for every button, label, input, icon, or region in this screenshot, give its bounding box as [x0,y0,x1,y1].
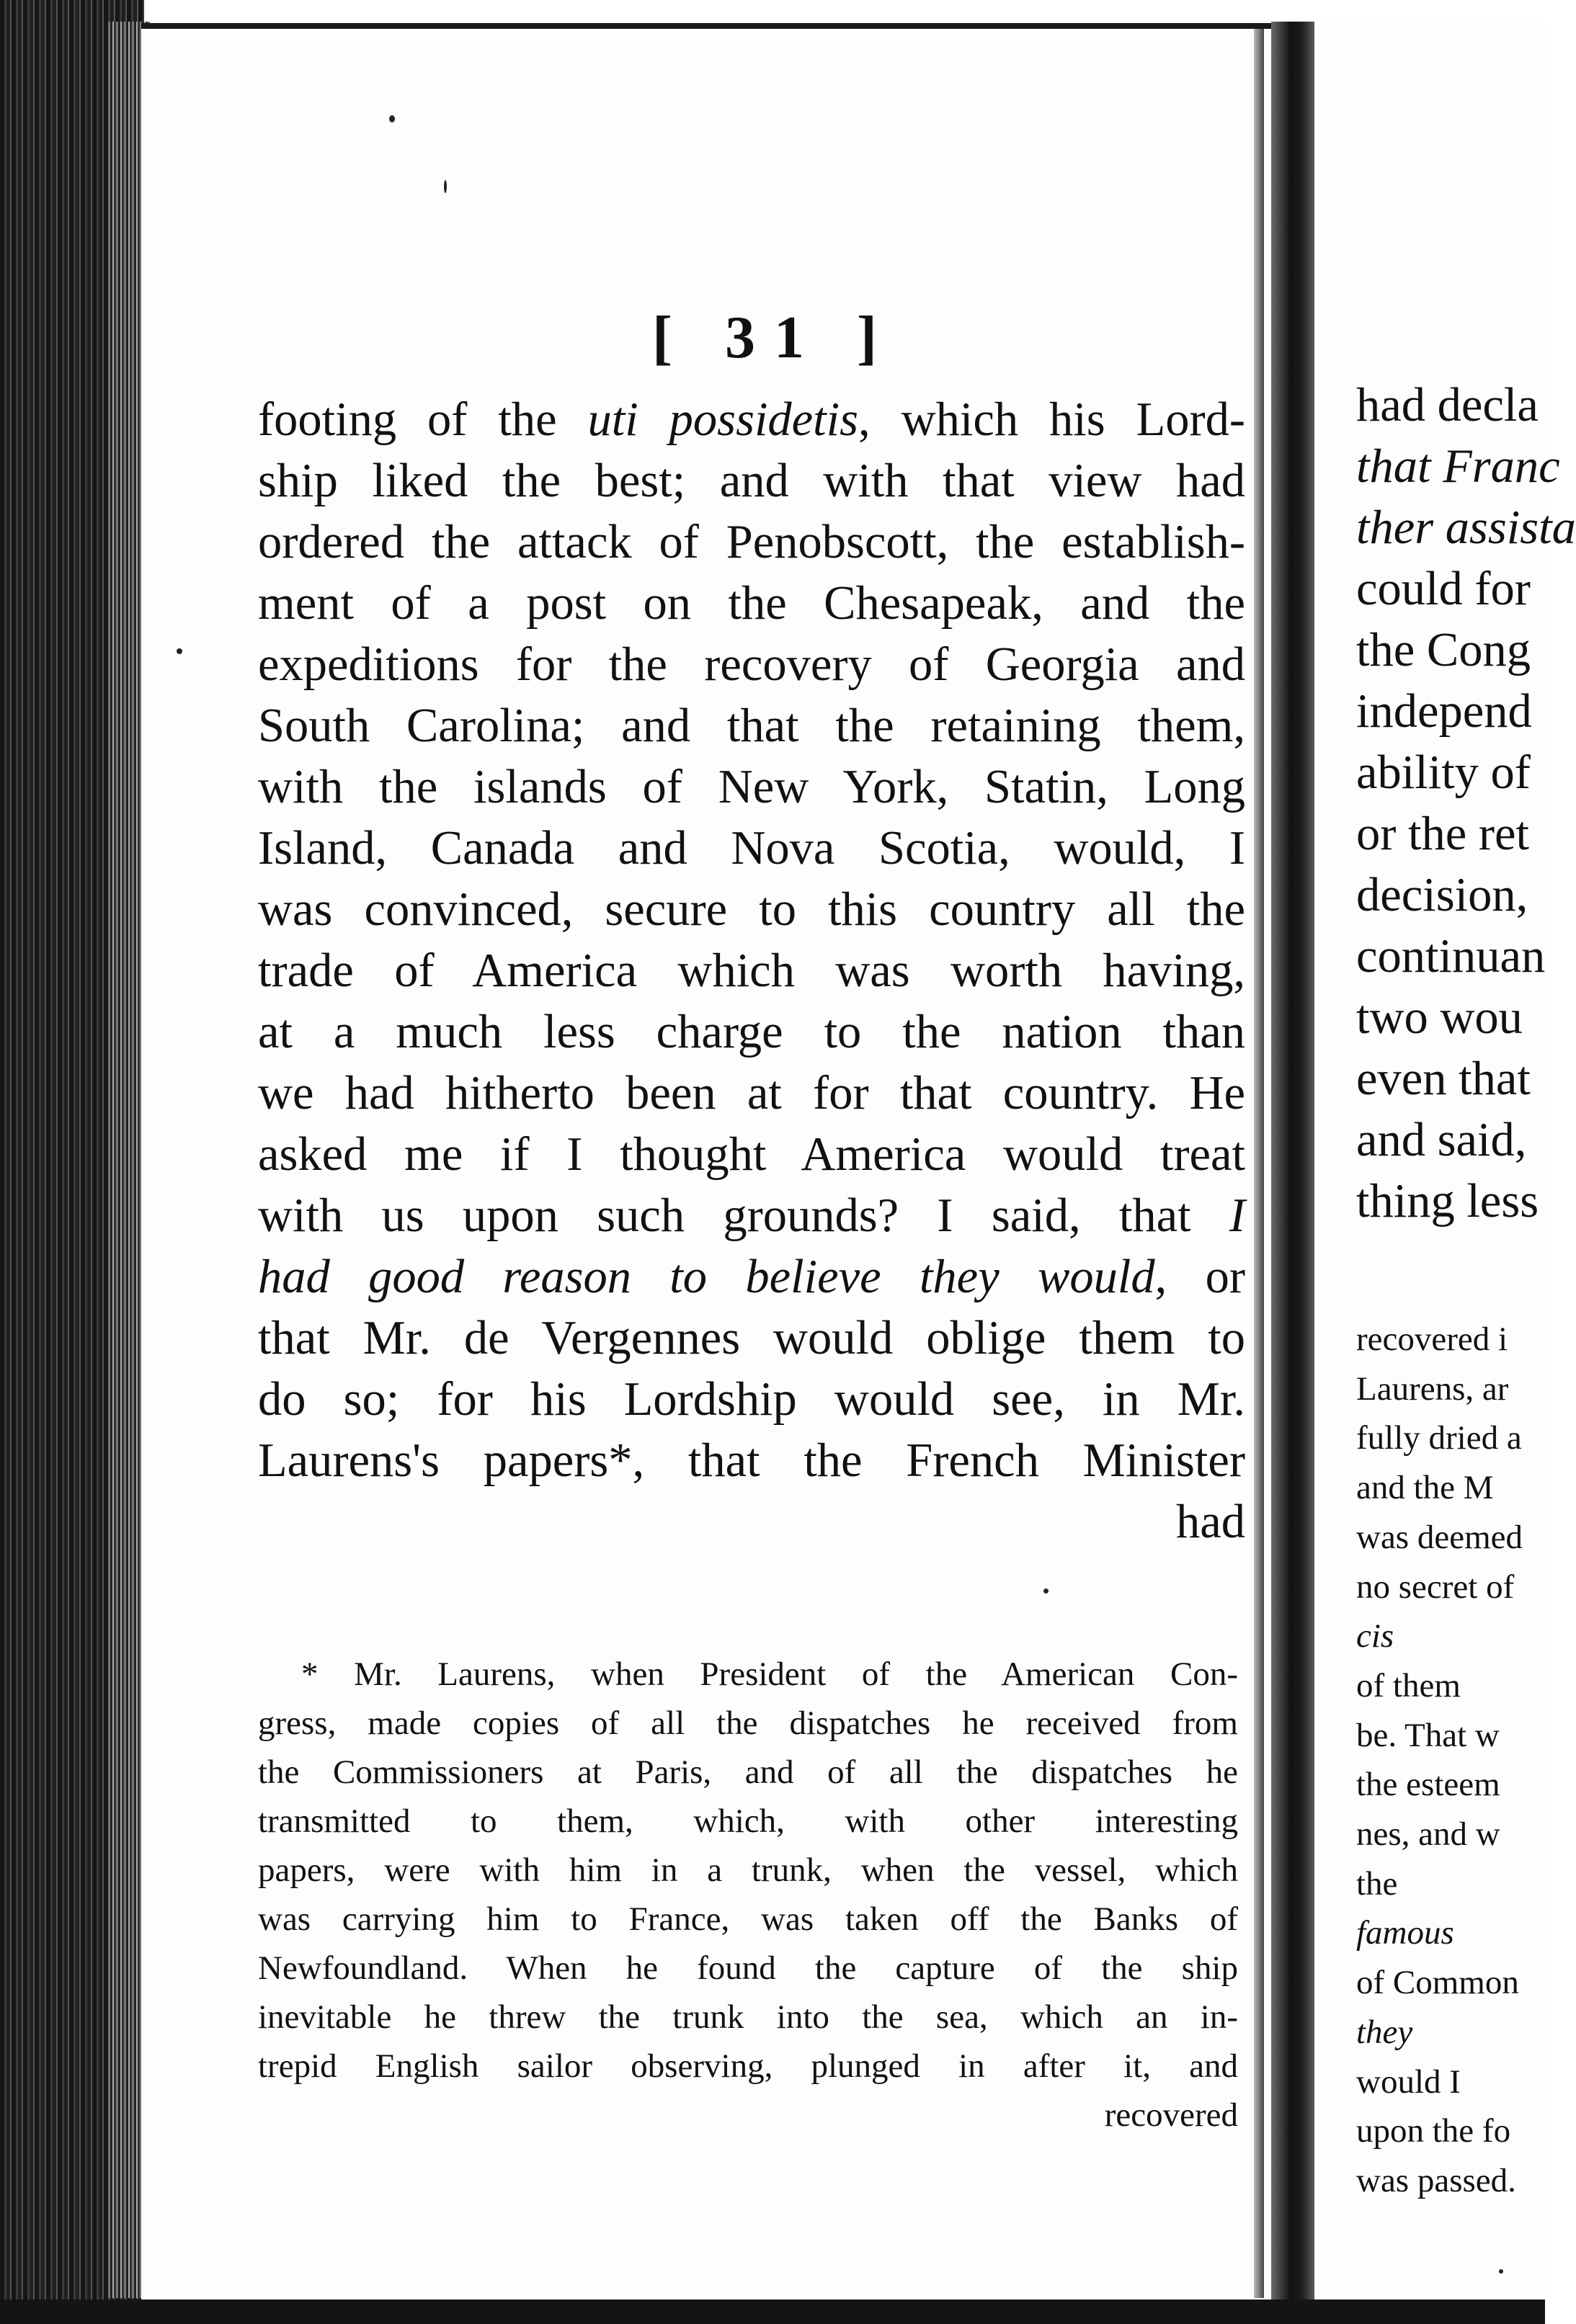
text-segment: South Carolina; and that the retaining them, [258,700,1245,752]
right-footnote-line [1356,1413,1523,1463]
right-page-footnote [1356,1315,1523,2206]
body-line [258,573,1245,634]
text-segment: could for [1356,563,1531,615]
text-segment: the esteem [1356,1766,1500,1804]
text-segment: Island, Canada and Nova Scotia, would, I [258,822,1245,875]
right-body-line [1356,1109,1576,1171]
text-segment: even that [1356,1052,1531,1105]
text-segment: ment of a post on the Chesapeak, and the [258,577,1245,630]
text-segment: Laurens's papers*, that the French Minister [258,1434,1245,1487]
text-segment: was deemed [1356,1518,1523,1556]
body-line [258,389,1245,450]
right-footnote-line [1356,1958,1523,2008]
text-segment: we had hitherto been at for that country. He [258,1067,1245,1119]
footnote-line [258,1895,1238,1944]
right-footnote-line [1356,1364,1523,1414]
body-line [258,1491,1245,1552]
text-segment: and the M [1356,1469,1494,1507]
text-segment: had decla [1356,379,1539,432]
text-segment: footing of the [258,393,588,446]
italic-text: that Franc [1356,440,1560,493]
footnote-line [258,1993,1238,2042]
text-segment: thing less [1356,1175,1539,1228]
body-line [258,1001,1245,1063]
text-segment: was carrying him to France, was taken off the Banks of [258,1900,1238,1938]
text-segment: gress, made copies of all the dispatches he received from [258,1704,1238,1742]
body-line [258,1369,1245,1430]
footnote-line [258,1944,1238,1993]
right-body-line [1356,436,1576,497]
text-segment: with the islands of New York, Statin, Long [258,761,1245,813]
footnote-line [258,1748,1238,1797]
gutter-highlight [1254,29,1264,2298]
text-segment: transmitted to them, which, with other interesting [258,1802,1238,1840]
right-footnote-line [1356,1513,1523,1563]
footnote [258,1650,1238,2140]
text-segment: expeditions for the recovery of Georgia and [258,638,1245,691]
text-segment: recovered i [1356,1320,1508,1358]
right-body-line [1356,803,1576,864]
text-segment: of Common [1356,1964,1519,2002]
text-segment: , or [1154,1251,1245,1303]
body-line [258,695,1245,756]
text-segment: the Cong [1356,624,1531,676]
text-segment: inevitable he threw the trunk into the sea, which an in- [258,1998,1238,2036]
scan-speck [389,115,395,122]
text-segment: continuan [1356,930,1546,983]
body-line [258,1185,1245,1246]
text-segment: two wou [1356,991,1523,1044]
right-footnote-line [1356,1859,1523,1958]
text-segment: fully dried a [1356,1419,1522,1457]
right-footnote-line [1356,1810,1523,1859]
right-body-line [1356,926,1576,987]
right-footnote-line [1356,1315,1523,1364]
right-body-line [1356,987,1576,1048]
text-segment: the [1356,1864,1398,1903]
text-segment: asked me if I thought America would treat [258,1128,1245,1181]
right-body-line [1356,1048,1576,1109]
page-number: [ 31 ] [652,304,896,371]
text-segment: ordered the attack of Penobscott, the establish- [258,516,1245,568]
scan-speck [177,648,182,654]
text-segment: do so; for his Lordship would see, in Mr. [258,1373,1245,1426]
footnote-line [258,2091,1238,2140]
footnote-line [258,1846,1238,1895]
right-body-line [1356,620,1576,681]
footnote-line [258,2042,1238,2091]
right-page [1314,22,1576,2305]
text-segment: decision, [1356,869,1528,921]
right-footnote-line [1356,1612,1523,1710]
scan-speck [1043,1588,1049,1594]
text-segment: at a much less charge to the nation than [258,1006,1245,1058]
text-segment: the Commissioners at Paris, and of all the dispatches he [258,1753,1238,1791]
text-segment: be. That w [1356,1716,1500,1754]
right-footnote-line [1356,2106,1523,2156]
text-segment: would I [1356,2062,1461,2101]
text-segment: Newfoundland. When he found the capture of the ship [258,1949,1238,1987]
italic-text: famous [1356,1914,1454,1952]
footnote-line [258,1650,1238,1699]
text-segment: or the ret [1356,808,1530,860]
body-line [258,940,1245,1001]
footnote-line [258,1797,1238,1846]
body-line [258,818,1245,879]
italic-text: uti possidetis [587,393,859,446]
text-segment: nes, and w [1356,1815,1500,1854]
text-segment: Laurens, ar [1356,1369,1509,1408]
body-line [258,450,1245,511]
text-segment: had [1175,1496,1245,1548]
bottom-shadow [0,2300,1545,2324]
text-segment: independ [1356,685,1532,738]
book-gutter [1271,22,1314,2305]
right-body-line [1356,742,1576,803]
text-segment: trepid English sailor observing, plunged in after it, and [258,2047,1238,2085]
text-segment: recovered [1104,2096,1238,2134]
scan-speck [1499,2269,1503,2274]
scan-speck [444,180,447,193]
text-segment: with us upon such grounds? I said, that [258,1189,1229,1242]
italic-text: ther assista [1356,501,1576,554]
body-line [258,879,1245,940]
italic-text: had good reason to believe they would [258,1251,1155,1303]
right-footnote-line [1356,1563,1523,1612]
body-line [258,1124,1245,1185]
body-line [258,634,1245,695]
right-footnote-line [1356,1463,1523,1513]
right-page-text [1356,375,1576,1232]
body-line [258,1063,1245,1124]
right-body-line [1356,1171,1576,1232]
italic-text: I [1229,1189,1245,1242]
right-footnote-line [1356,1711,1523,1761]
right-body-line [1356,558,1576,620]
body-line [258,756,1245,818]
body-line [258,1430,1245,1491]
text-segment: papers, were with him in a trunk, when the vessel, which [258,1851,1238,1889]
right-footnote-line [1356,2156,1523,2206]
right-body-line [1356,375,1576,436]
text-segment: ability of [1356,746,1531,799]
text-segment: was convinced, secure to this country all the [258,883,1245,936]
text-segment: and said, [1356,1114,1527,1166]
right-body-line [1356,864,1576,926]
text-segment: that Mr. de Vergennes would oblige them to [258,1312,1245,1364]
right-body-line [1356,497,1576,558]
text-segment: , which his Lord- [858,393,1245,446]
text-segment: * Mr. Laurens, when President of the American Con- [301,1655,1238,1693]
text-segment: upon the fo [1356,2112,1511,2150]
footnote-line [258,1699,1238,1748]
italic-text: they [1356,2013,1413,2051]
text-segment: no secret of [1356,1568,1515,1606]
right-body-line [1356,681,1576,742]
body-line [258,1246,1245,1308]
body-line [258,1308,1245,1369]
body-line [258,511,1245,573]
text-segment: of them [1356,1666,1461,1704]
body-text [258,389,1245,1552]
text-segment: was passed. [1356,2161,1516,2199]
right-footnote-line [1356,1760,1523,1810]
text-segment: trade of America which was worth having, [258,944,1245,997]
text-segment: ship liked the best; and with that view had [258,455,1245,507]
italic-text: cis [1356,1617,1394,1655]
right-footnote-line [1356,2008,1523,2106]
